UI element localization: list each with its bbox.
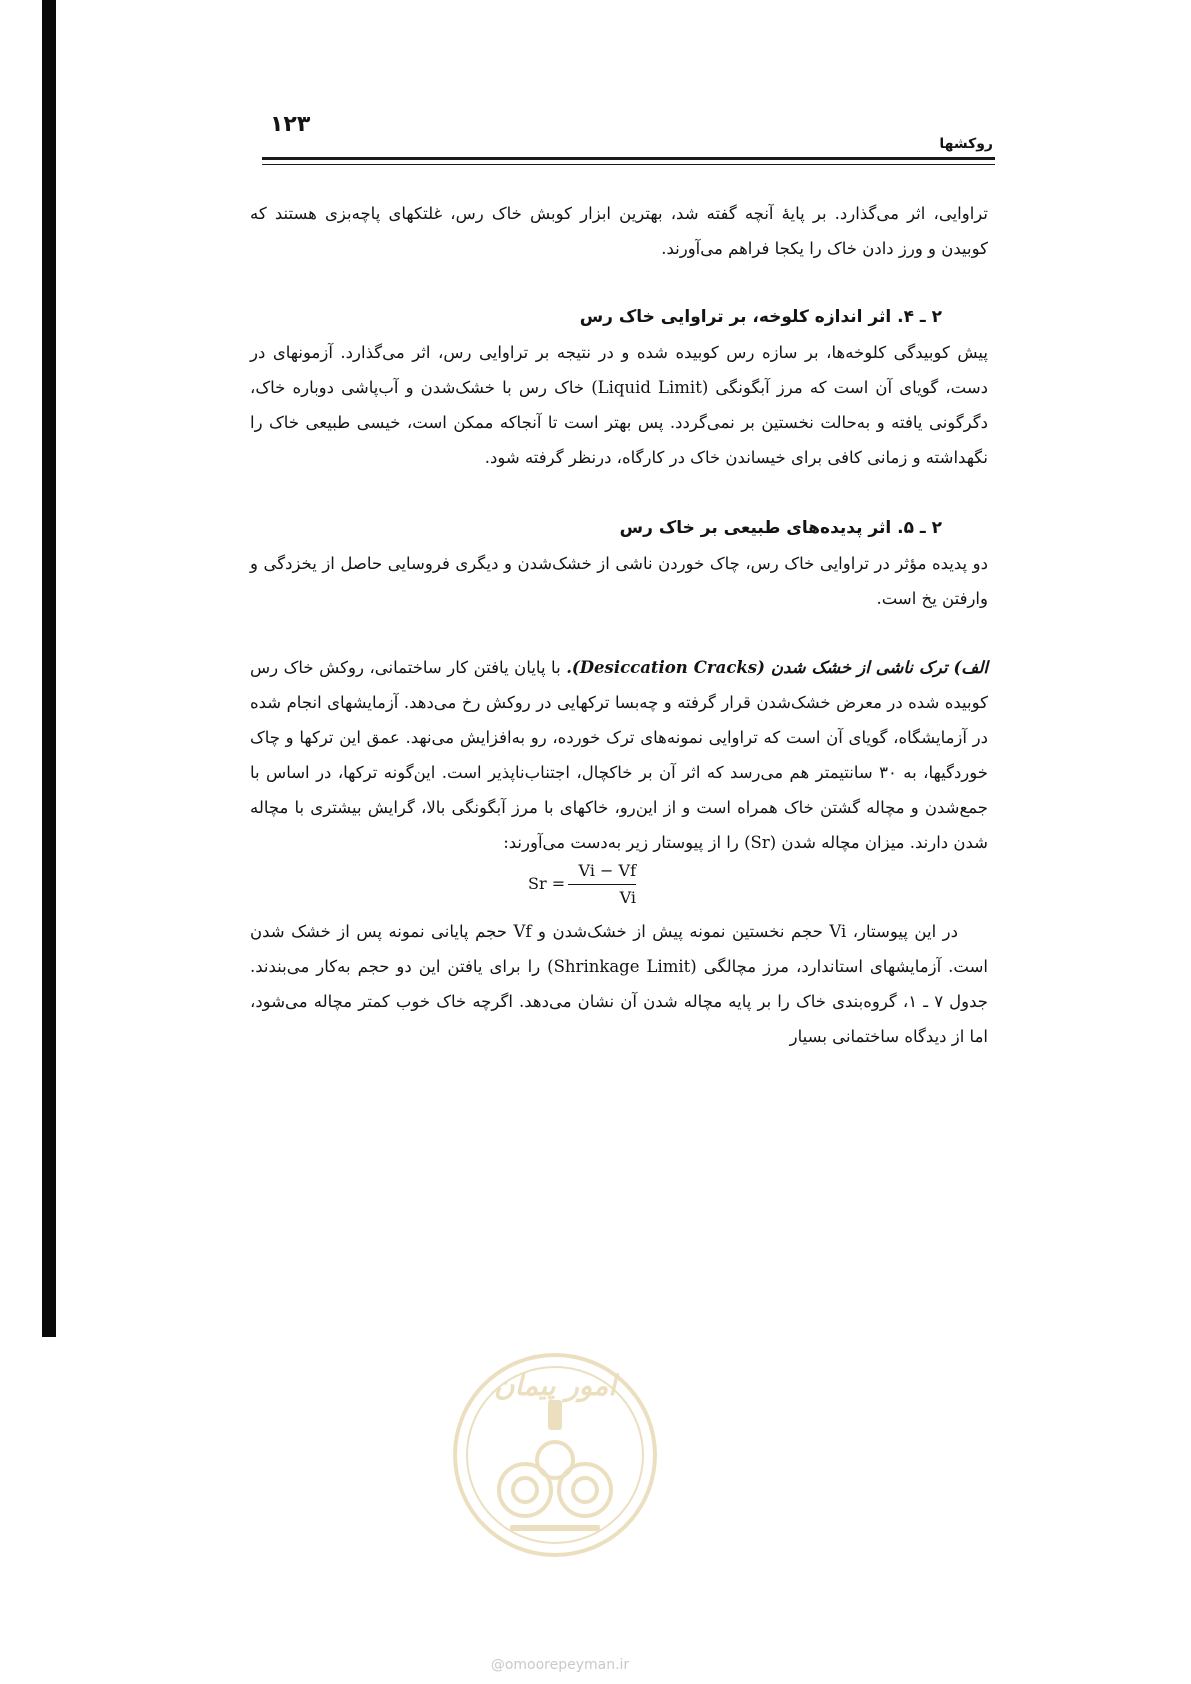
formula-lhs: Sr = — [528, 874, 566, 893]
page-number: ۱۲۳ — [270, 112, 311, 137]
binding-edge — [42, 0, 56, 1337]
section-heading-2-4: ۲ ـ ۴. اثر اندازه کلوخه، بر تراوایی خاک رس — [579, 307, 942, 327]
subheading-desiccation: الف) ترک ناشی از خشک شدن (Desiccation Cracks). — [566, 658, 988, 677]
section-2-4-paragraph: پیش کوبیدگی کلوخه‌ها، بر سازه رس کوبیده شده و در نتیجه بر تراوایی رس، اثر می‌گذارد. آزمونهای در دست، گویای آن است که مرز آبگونگی (Liquid Limit) خاک رس با خشک‌شدن و آب‌پاشی دوباره خاک، دگرگونی یافته و به‌حالت نخستین بر نمی‌گردد. پس بهتر است تا آنجاکه ممکن است، خیسی طبیعی خاک را نگهداشته و زمانی کافی برای خیساندن خاک در کارگاه، درنظر گرفته شود. — [250, 343, 989, 467]
section-2-5-paragraph: دو پدیده مؤثر در تراوایی خاک رس، چاک خوردن ناشی از خشک‌شدن و دیگری فروسایی حاصل از یخزدگی و وارفتن یخ است. — [250, 554, 988, 608]
desiccation-text: با پایان یافتن کار ساختمانی، روکش خاک رس کوبیده شده در معرض خشک‌شدن قرار گرفته و چه‌بسا ترکهایی در روکش رخ می‌دهد. آزمایشهای انجام شده در آزمایشگاه، گویای آن است که تراوایی نمونه‌های ترک خورده، رو به‌افزایش می‌نهد. عمق این ترکها و چاک خوردگیها، به ۳۰ سانتیمتر هم می‌رسد که اثر آن بر خاکچال، اجتناب‌ناپذیر است. این‌گونه ترکها، در اساس با جمع‌شدن و مچاله گشتن خاک همراه است و از این‌رو، خاکهای با مرز آبگونگی بالا، گرایش بیشتری با مچاله شدن دارند. میزان مچاله شدن (Sr) را از پیوستار زیر به‌دست می‌آورند: — [250, 658, 988, 852]
section-heading-2-5: ۲ ـ ۵. اثر پدیده‌های طبیعی بر خاک رس — [619, 518, 942, 538]
intro-paragraph: تراوایی، اثر می‌گذارد. بر پایهٔ آنچه گفته شد، بهترین ابزار کوبش خاک رس، غلتکهای پاچه‌بزی هستند که کوبیدن و ورز دادن خاک را یکجا فراهم می‌آورند. — [250, 204, 988, 258]
page-body — [250, 196, 988, 1054]
formula-denominator: Vi — [619, 888, 636, 907]
running-title: روکشها — [939, 136, 993, 152]
formula-explanation-paragraph: در این پیوستار، Vi حجم نخستین نمونه پیش از خشک‌شدن و Vf حجم پایانی نمونه پس از خشک شدن است. آزمایشهای استاندارد، مرز مچالگی (Shrinkage Limit) را برای یافتن این دو حجم به‌کار می‌بندند. جدول ۷ ـ ۱، گروه‌بندی خاک را بر پایه مچاله شدن آن نشان می‌دهد. اگرچه خاک خوب کمتر مچاله می‌شود، اما از دیدگاه ساختمانی بسیار — [250, 922, 989, 1046]
page-header — [262, 112, 995, 172]
watermark-caption: @omoorepeyman.ir — [490, 1657, 630, 1673]
fraction-bar — [568, 884, 636, 885]
formula-numerator: Vi − Vf — [578, 861, 636, 880]
watermark-emblem — [440, 1340, 670, 1570]
header-rule-thin — [262, 164, 995, 165]
formula-fraction — [568, 860, 636, 909]
watermark-emblem-text: امور پیمان — [493, 1369, 617, 1402]
desiccation-paragraph — [250, 650, 988, 860]
header-rule-thick — [262, 157, 995, 160]
shrinkage-formula — [250, 860, 988, 914]
